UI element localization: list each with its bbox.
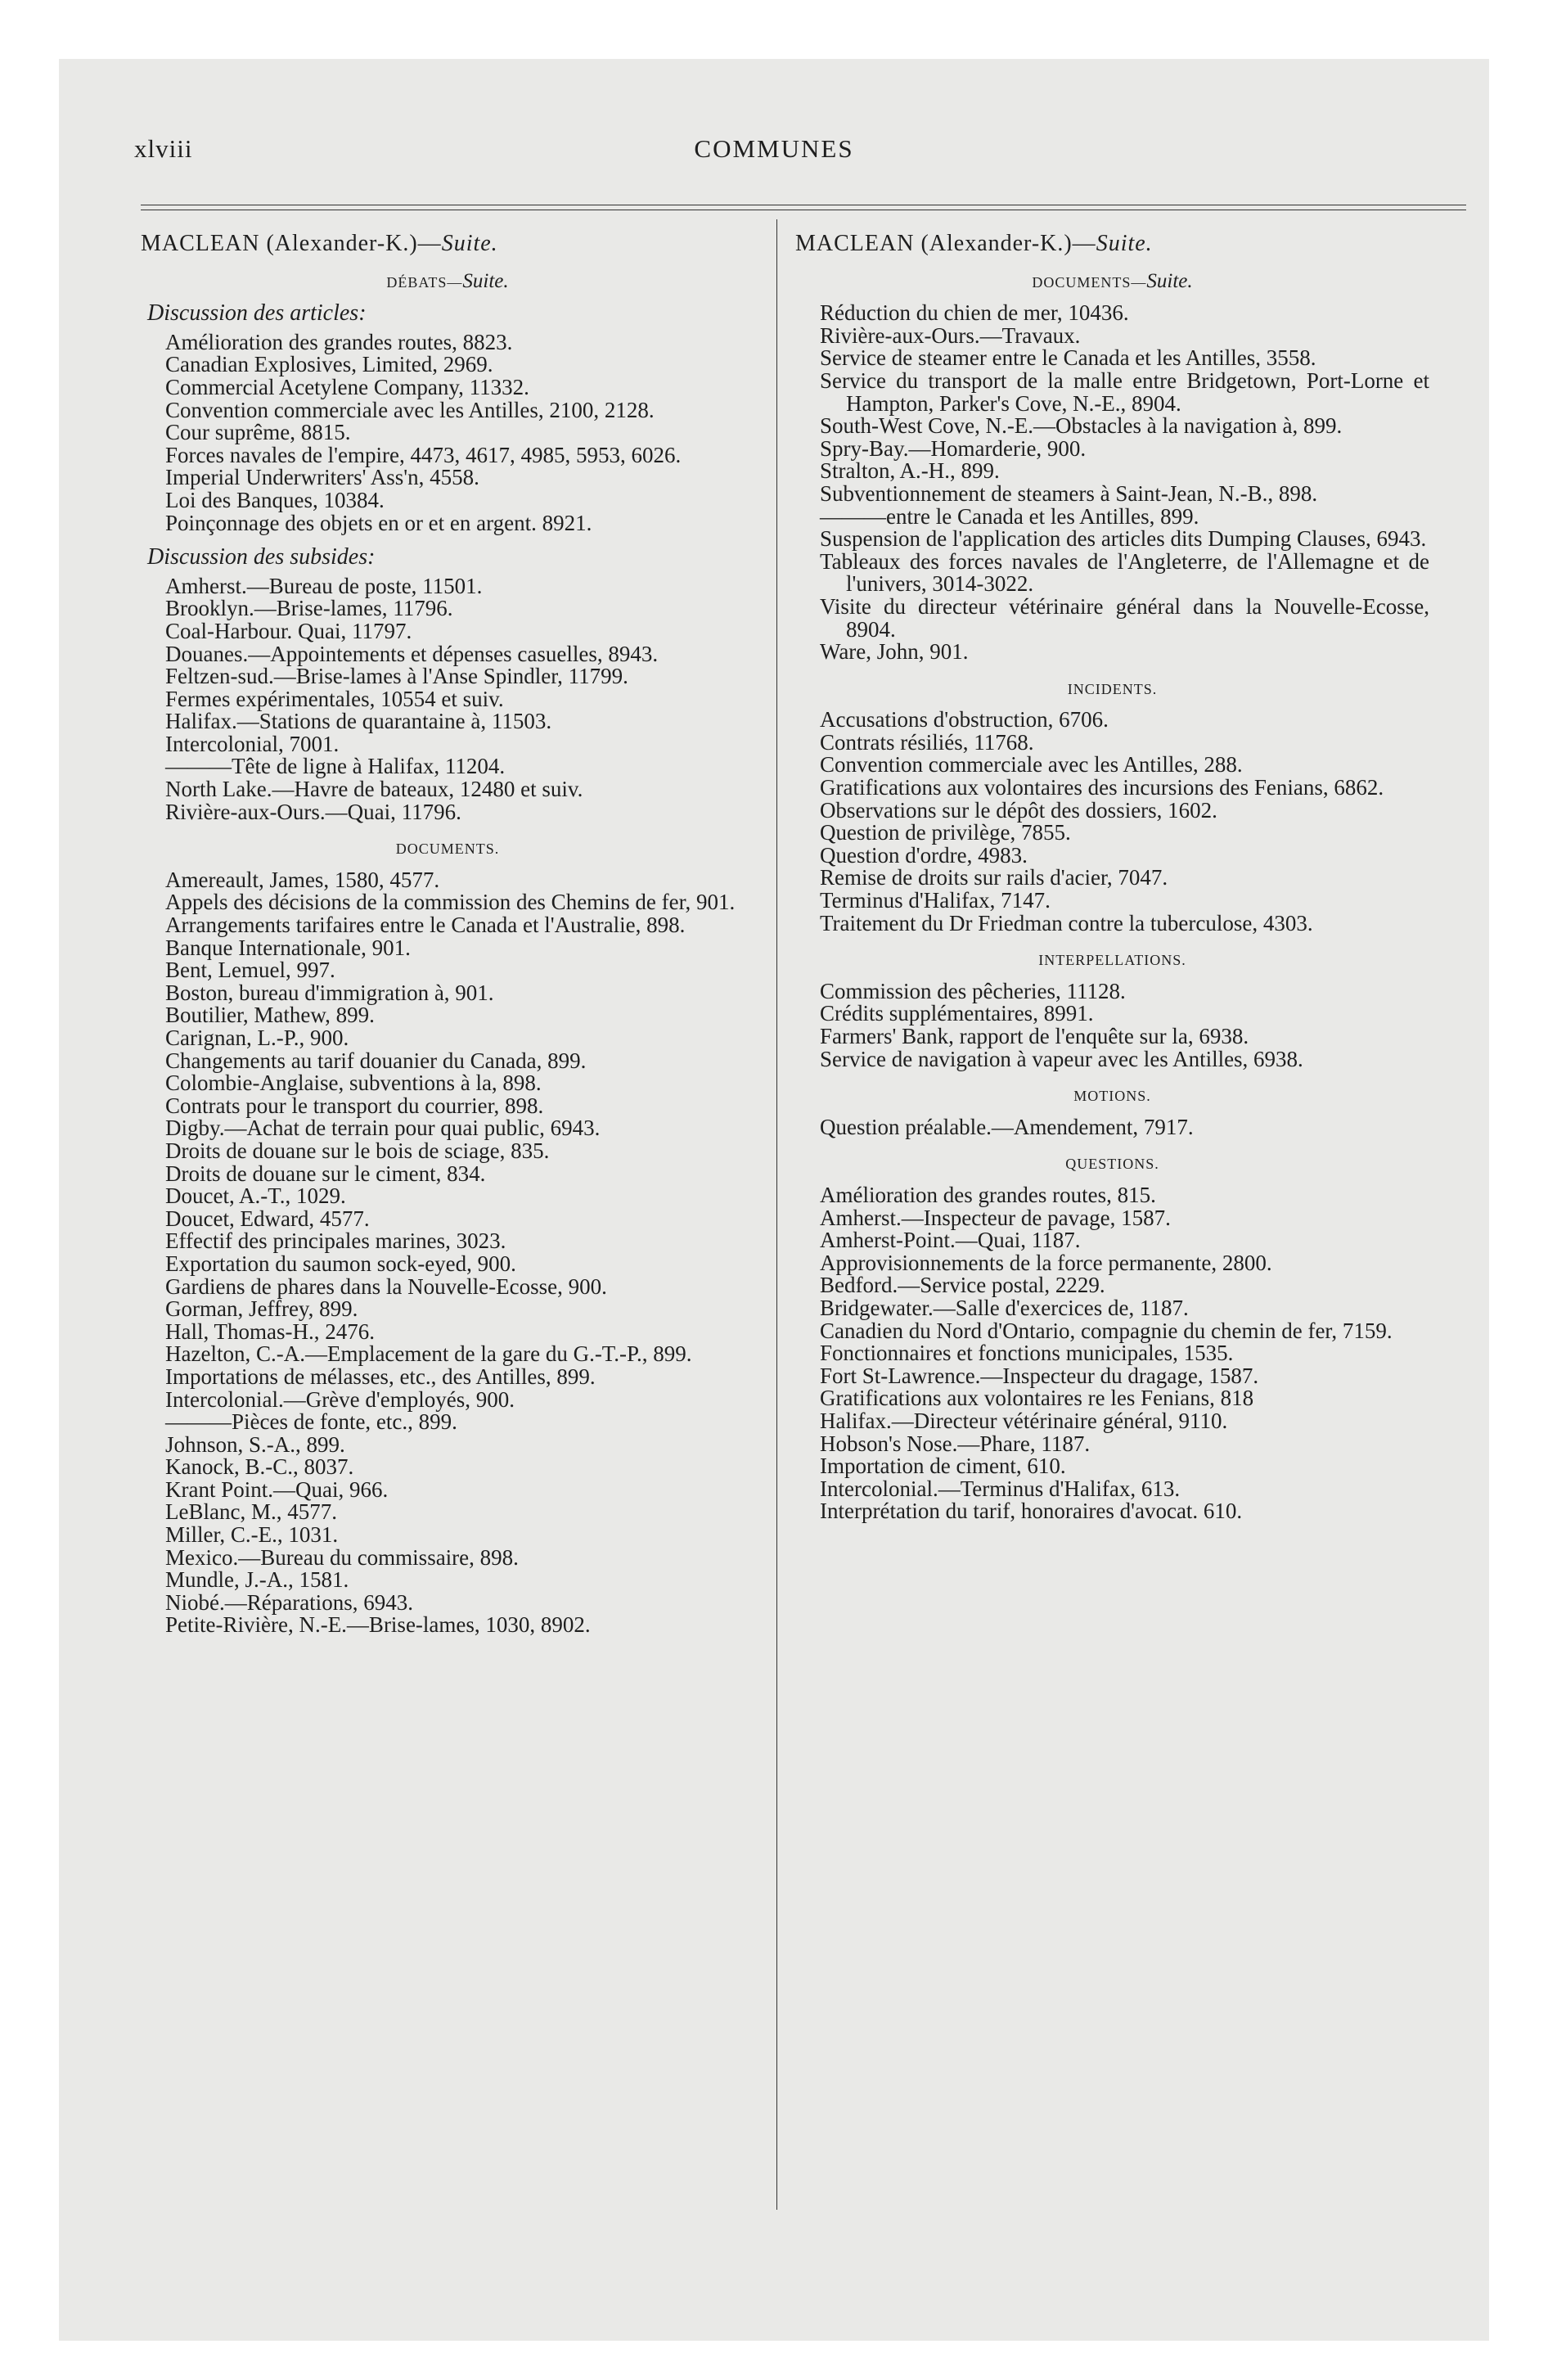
section-label: DÉBATS— [386,273,463,291]
index-entry: Arrangements tarifaires entre le Canada et l'Australie, 898. [165,913,686,938]
index-entry: Halifax.—Stations de quarantaine à, 11503. [165,709,552,734]
index-entry: Gorman, Jeffrey, 899. [165,1296,358,1322]
column-divider [776,219,777,2210]
incidents-list [795,709,1429,935]
section-label: DOCUMENTS— [1032,273,1147,291]
right-column [795,232,1429,1523]
page-title: COMMUNES [694,134,854,163]
index-entry: Halifax.—Directeur vétérinaire général, 9110. [820,1408,1228,1433]
index-entry: Convention commerciale avec les Antilles, 288. [820,752,1243,778]
section-suite: Suite. [1146,269,1193,292]
column-heading [141,232,754,255]
section-heading-motions: MOTIONS. [1073,1088,1151,1105]
index-entry: Doucet, Edward, 4577. [165,1206,370,1231]
index-entry: Johnson, S.-A., 899. [165,1431,345,1457]
index-entry: Contrats résiliés, 11768. [820,729,1034,755]
index-entry: Brooklyn.—Brise-lames, 11796. [165,596,453,621]
heading-suite: Suite. [1096,231,1153,256]
index-entry: Doucet, A.-T., 1029. [165,1183,346,1209]
index-entry: Digby.—Achat de terrain pour quai public, 6943. [165,1116,601,1141]
index-entry: Fermes expérimentales, 10554 et suiv. [165,686,504,711]
index-entry: ———Tête de ligne à Halifax, 11204. [165,754,506,779]
index-entry: Bent, Lemuel, 997. [165,958,335,983]
index-entry: Service du transport de la malle entre Bridgetown, Port-Lorne et Hampton, Parker's Cove, N.-E., 8904. [820,367,1429,416]
index-entry: Farmers' Bank, rapport de l'enquête sur la, 6938. [820,1024,1249,1048]
index-entry: Question de privilège, 7855. [820,820,1071,845]
index-entry: Gardiens de phares dans la Nouvelle-Ecosse, 900. [165,1273,607,1299]
index-entry: Amereault, James, 1580, 4577. [165,867,440,892]
index-entry: Boutilier, Mathew, 899. [165,1003,375,1028]
heading-name: MACLEAN (Alexander-K.)— [795,231,1096,256]
index-entry: North Lake.—Havre de bateaux, 12480 et suiv. [165,777,583,802]
index-entry: Commission des pêcheries, 11128. [820,978,1126,1003]
section-heading-interpellations: INTERPELLATIONS. [1038,952,1186,969]
index-entry: Terminus d'Halifax, 7147. [820,888,1051,913]
section-suite: Suite. [462,269,509,292]
index-entry: Canadian Explosives, Limited, 2969. [165,352,493,377]
index-entry: Intercolonial, 7001. [165,731,340,756]
index-entry: ———Pièces de fonte, etc., 899. [165,1409,457,1435]
index-entry: Observations sur le dépôt des dossiers, 1602. [820,797,1217,823]
index-entry: Appels des décisions de la commission des Chemins de fer, 901. [165,890,736,915]
index-entry: Mundle, J.-A., 1581. [165,1567,349,1593]
documents-list [795,302,1429,664]
index-entry: Remise de droits sur rails d'acier, 7047. [820,865,1168,890]
index-entry: Contrats pour le transport du courrier, 898. [165,1093,544,1118]
index-entry: Subventionnement de steamers à Saint-Jean, N.-B., 898. [820,480,1318,506]
index-entry: Fonctionnaires et fonctions municipales, 1535. [820,1341,1234,1366]
index-entry: Feltzen-sud.—Brise-lames à l'Anse Spindler, 11799. [165,664,628,689]
index-entry: Forces navales de l'empire, 4473, 4617, 4985, 5953, 6026. [165,442,682,467]
page-number: xlviii [134,134,193,163]
index-entry: Bridgewater.—Salle d'exercices de, 1187. [820,1295,1189,1320]
documents-list [141,869,754,1637]
index-entry: Service de steamer entre le Canada et les Antilles, 3558. [820,345,1316,371]
index-entry: Fort St-Lawrence.—Inspecteur du dragage, 1587. [820,1363,1259,1388]
index-entry: Stralton, A.-H., 899. [820,458,1000,484]
index-entry: Droits de douane sur le bois de sciage, 835. [165,1138,550,1163]
index-entry: Rivière-aux-Ours.—Quai, 11796. [165,799,461,824]
interpellations-list [795,980,1429,1071]
index-entry: Question préalable.—Amendement, 7917. [820,1114,1194,1139]
index-entry: Commercial Acetylene Company, 11332. [165,374,529,399]
index-entry: Carignan, L.-P., 900. [165,1025,349,1050]
section-heading-incidents: INCIDENTS. [1067,680,1158,697]
index-entry: Boston, bureau d'immigration à, 901. [165,980,494,1005]
index-entry: Krant Point.—Quai, 966. [165,1476,389,1502]
index-entry: Hobson's Nose.—Phare, 1187. [820,1431,1091,1456]
index-entry: Interprétation du tarif, honoraires d'avocat. 610. [820,1499,1243,1524]
index-entry: South-West Cove, N.-E.—Obstacles à la navigation à, 899. [820,413,1343,439]
index-entry: Ware, John, 901. [820,639,969,665]
index-entry: Bedford.—Service postal, 2229. [820,1273,1105,1298]
index-entry: Amherst.—Inspecteur de pavage, 1587. [820,1205,1171,1230]
index-entry: Hall, Thomas-H., 2476. [165,1318,375,1344]
index-entry: Question d'ordre, 4983. [820,842,1028,868]
subsides-list [141,575,754,824]
index-entry: Miller, C.-E., 1031. [165,1522,339,1548]
index-entry: Traitement du Dr Friedman contre la tuberculose, 4303. [820,910,1313,935]
index-entry: Intercolonial.—Grève d'employés, 900. [165,1386,515,1412]
index-entry: Importations de mélasses, etc., des Antilles, 899. [165,1364,596,1389]
section-heading-debats [141,270,754,295]
index-entry: Changements au tarif douanier du Canada, 899. [165,1048,587,1073]
index-entry: Visite du directeur vétérinaire général dans la Nouvelle-Ecosse, 8904. [820,593,1429,642]
index-entry: Douanes.—Appointements et dépenses casuelles, 8943. [165,641,659,666]
index-entry: Rivière-aux-Ours.—Travaux. [820,322,1081,348]
index-entry: Banque Internationale, 901. [165,935,411,960]
index-entry: Canadien du Nord d'Ontario, compagnie du chemin de fer, 7159. [820,1318,1393,1343]
subheading-subsides: Discussion des subsides: [147,544,376,570]
index-entry: Exportation du saumon sock-eyed, 900. [165,1251,516,1276]
index-entry: LeBlanc, M., 4577. [165,1499,337,1525]
index-entry: Crédits supplémentaires, 8991. [820,1001,1094,1026]
index-entry: Tableaux des forces navales de l'Angleterre, de l'Allemagne et de l'univers, 3014-3022. [820,548,1429,597]
column-heading [795,232,1429,255]
left-column [141,232,754,1637]
section-heading-questions: QUESTIONS. [1065,1156,1159,1173]
index-entry: Intercolonial.—Terminus d'Halifax, 613. [820,1476,1181,1501]
index-entry: Amélioration des grandes routes, 8823. [165,329,513,354]
index-entry: Mexico.—Bureau du commissaire, 898. [165,1544,519,1570]
index-entry: Loi des Banques, 10384. [165,487,385,512]
index-entry: Importation de ciment, 610. [820,1454,1066,1479]
index-entry: Petite-Rivière, N.-E.—Brise-lames, 1030, 8902. [165,1612,591,1638]
index-entry: Kanock, B.-C., 8037. [165,1454,354,1480]
index-entry: Imperial Underwriters' Ass'n, 4558. [165,465,479,490]
index-entry: Coal-Harbour. Quai, 11797. [165,618,412,643]
index-entry: Amélioration des grandes routes, 815. [820,1182,1156,1207]
subheading-articles: Discussion des articles: [147,300,367,327]
index-entry: Spry-Bay.—Homarderie, 900. [820,435,1087,461]
index-entry: Amherst.—Bureau de poste, 11501. [165,573,483,598]
motions-list [795,1116,1429,1139]
heading-suite: Suite. [441,231,498,256]
index-entry: ———entre le Canada et les Antilles, 899. [820,503,1199,529]
heading-name: MACLEAN (Alexander-K.)— [141,231,442,256]
index-entry: Gratifications aux volontaires re les Fenians, 818 [820,1386,1254,1411]
section-heading-documents: DOCUMENTS. [395,841,500,858]
index-entry: Gratifications aux volontaires des incursions des Fenians, 6862. [820,775,1384,800]
section-heading-documents [795,270,1429,295]
index-entry: Suspension de l'application des articles dits Dumping Clauses, 6943. [820,526,1427,552]
index-entry: Poinçonnage des objets en or et en argent. 8921. [165,510,592,535]
index-entry: Hazelton, C.-A.—Emplacement de la gare du G.-T.-P., 899. [165,1341,692,1367]
index-entry: Effectif des principales marines, 3023. [165,1228,506,1254]
scanned-page [59,59,1489,2341]
index-entry: Réduction du chien de mer, 10436. [820,300,1129,326]
index-entry: Service de navigation à vapeur avec les Antilles, 6938. [820,1046,1303,1071]
index-entry: Convention commerciale avec les Antilles, 2100, 2128. [165,397,655,422]
index-entry: Accusations d'obstruction, 6706. [820,707,1109,732]
articles-list [141,331,754,534]
index-entry: Approvisionnements de la force permanente, 2800. [820,1250,1272,1275]
index-entry: Cour suprême, 8815. [165,420,351,445]
questions-list [795,1184,1429,1523]
index-entry: Amherst-Point.—Quai, 1187. [820,1228,1081,1253]
index-entry: Niobé.—Réparations, 6943. [165,1589,413,1615]
index-entry: Droits de douane sur le ciment, 834. [165,1161,486,1186]
index-entry: Colombie-Anglaise, subventions à la, 898. [165,1071,542,1096]
